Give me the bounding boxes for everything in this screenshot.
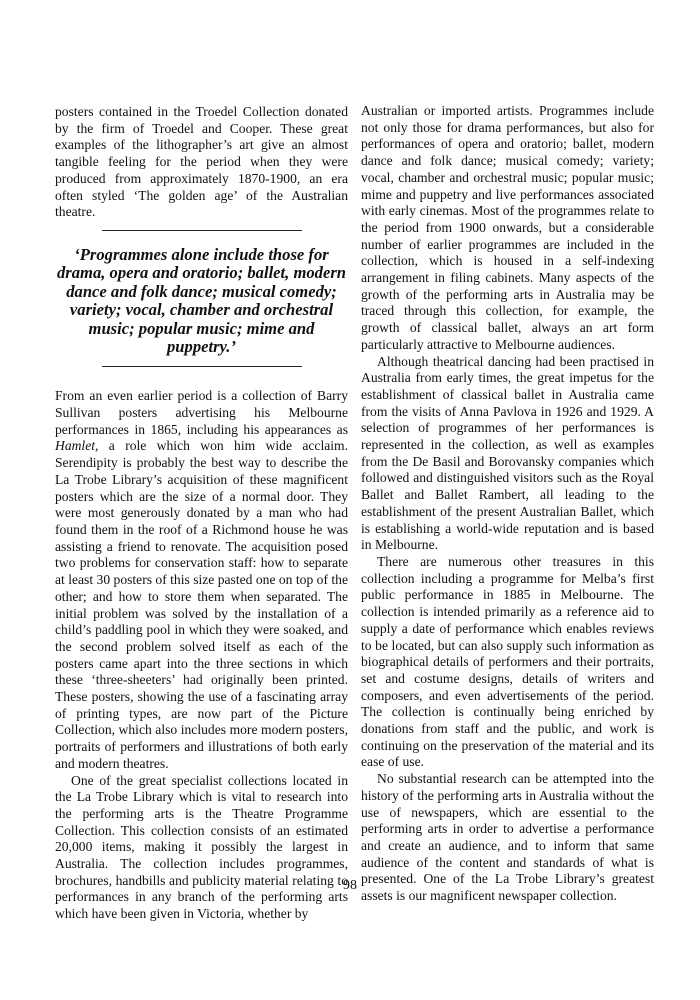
pullquote: ‘Programmes alone include those for drama, opera and oratorio; ballet, modern dance and folk dance; musical comedy; variety; vocal, chamber and orchestral music; popular music; mime and puppetry.’ (56, 244, 347, 356)
paragraph-ballet: Although theatrical dancing had been practised in Australia from early times, the great impetus for the establishment of classical ballet in Australia came from the visits of Anna Pavlova in 1926 and 1929. A selection of programmes of her performances is represented in the collection, as well as examples from the De Basil and Borovansky companies which followed and distinguished visitors such as the Royal Ballet and Ballet Rambert, all leading to the establishment of the present Australian Ballet, which is establishing a world-wide reputation and is based in Melbourne. (361, 353, 654, 553)
pullquote-rule-top (102, 230, 302, 231)
paragraph-treasures: There are numerous other treasures in this collection including a programme for Melba’s first public performance in 1885 in Melbourne. The collection is intended primarily as a reference aid to supply a date of performance which enables reviews to be located, but can also supply such information as biographical details of performers and their portraits, set and costume designs, details of writers and composers, and even advertisements of the period. The collection is continually being enriched by donations from staff and the public, and work is continuing on the preservation of the material and its ease of use. (361, 553, 654, 770)
paragraph-theatre-programme: One of the great specialist collections located in the La Trobe Library which is vital to research into the performing arts is the Theatre Programme Collection. This collection consists of an estimated 20,000 items, making it possibly the largest in Australia. The collection includes programmes, brochures, handbills and publicity material relating to performances in any branch of the performing arts which have been given in Victoria, whether by (55, 772, 348, 922)
paragraph-newspapers: No substantial research can be attempted into the history of the performing arts in Australia without the use of newspapers, which are essential to the performing arts in order to advertise a performance and create an audience, and to inform that same audience of the content and standards of what is presented. One of the La Trobe Library’s greatest assets is our magnificent newspaper collection. (361, 771, 654, 904)
left-column (55, 104, 348, 923)
paragraph-barry-sullivan-start: From an even earlier period is a collection of Barry Sullivan posters advertising his Melbourne performances in 1865, including his appearances as (55, 388, 348, 437)
right-column (361, 103, 654, 905)
paragraph-barry-sullivan-rest: , a role which won him wide acclaim. Serendipity is probably the best way to describe the La Trobe Library’s acquisition of these magnificent posters which are the size of a normal door. They were most generously donated by a man who had found them in the roof of a Richmond house he was assisting a friend to renovate. The acquisition posed two problems for conservation staff: how to separate at least 30 posters of this size pasted one on top of the other; and how to store them when separated. The initial problem was solved by the installation of a child’s paddling pool in which they were soaked, and the second problem solved itself as each of the posters came apart into the three sections in which these ‘three-sheeters’ had originally been printed. These posters, showing the use of a fascinating array of printing types, are now part of the Picture Collection, which also includes more modern posters, portraits of performers and illustrations of both early and modern theatres. (55, 438, 348, 771)
pullquote-rule-bottom (102, 366, 302, 367)
paragraph-programmes: Australian or imported artists. Programmes include not only those for drama performances, but also for performances of opera and oratorio; ballet, modern dance and folk dance; musical comedy; variety; vocal, chamber and orchestral music; popular music; mime and puppetry and live performances associated with early cinemas. Most of the programmes relate to the period from 1900 onwards, but a considerable number of earlier programmes are included in the collection, which is housed in a self-indexing arrangement in filing cabinets. Many aspects of the growth of the performing arts in Australia may be traced through this collection, for example, the growth of classical ballet, always an art form particularly attractive to Melbourne audiences. (361, 103, 654, 352)
paragraph-barry-sullivan (55, 388, 348, 772)
paragraph-troedel: posters contained in the Troedel Collection donated by the firm of Troedel and Cooper. These great examples of the lithographer’s art give an almost tangible feeling for the period when they were produced from approximately 1870-1900, an era often styled ‘The golden age’ of the Australian theatre. (55, 104, 348, 220)
hamlet-title: Hamlet (55, 438, 96, 454)
page-number: 98 (343, 878, 357, 893)
